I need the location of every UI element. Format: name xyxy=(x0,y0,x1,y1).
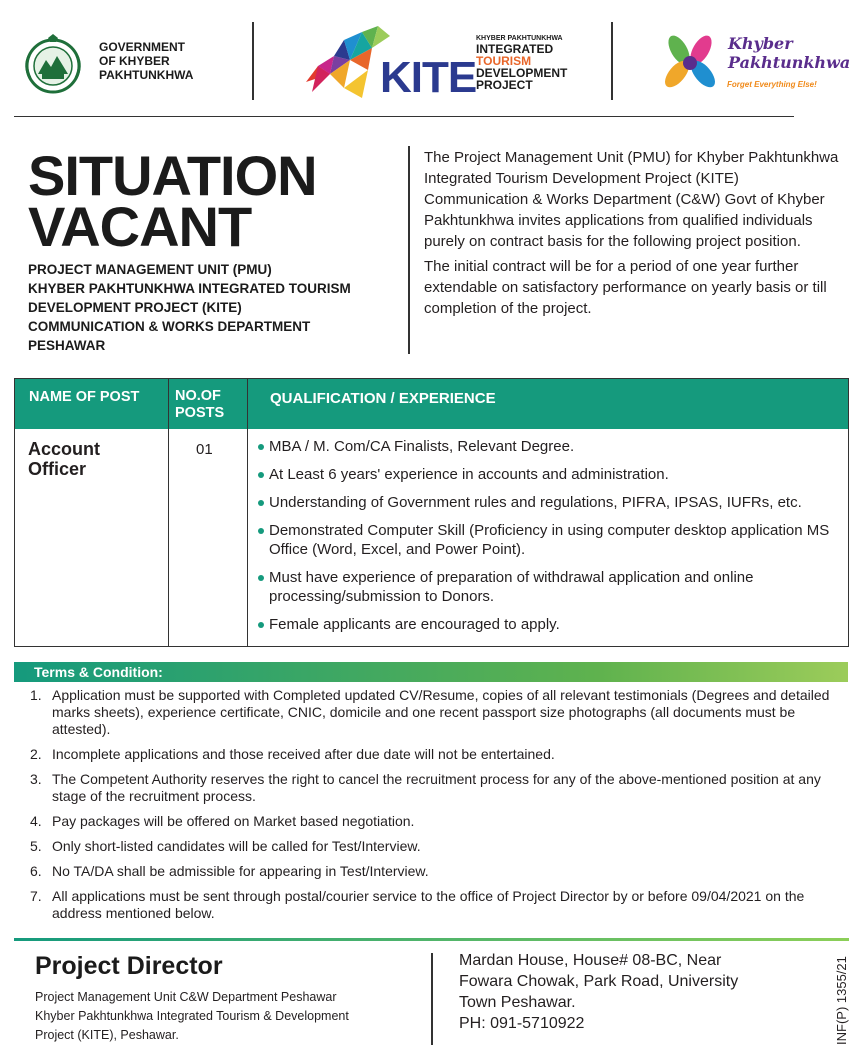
contact-address: Mardan House, House# 08-BC, Near Fowara Chowak, Park Road, University Town Peshawar. PH: 091-5710922 xyxy=(459,952,739,1032)
department-heading: PROJECT MANAGEMENT UNIT (PMU) KHYBER PAKHTUNKHWA INTEGRATED TOURISM DEVELOPMENT PROJECT (KITE) COMMUNICATION & WORKS DEPARTMENT PESHAWAR xyxy=(28,262,351,353)
brand-tagline: Forget Everything Else! xyxy=(727,80,817,89)
list-item: Female applicants are encouraged to apply. xyxy=(255,615,847,634)
qualification-list xyxy=(255,437,847,643)
project-director-office: Project Management Unit C&W Department Peshawar Khyber Pakhtunkhwa Integrated Tourism & Development Project (KITE), Peshawar. xyxy=(35,990,349,1042)
list-item: 7. All applications must be sent through postal/courier service to the office of Project Director by or before 09/04/2021 on the address mentioned below. xyxy=(30,888,805,921)
intro-divider xyxy=(408,146,410,354)
list-item: Understanding of Government rules and regulations, PIFRA, IPSAS, IUFRs, etc. xyxy=(255,493,847,512)
kite-wordmark: KITE xyxy=(380,53,477,102)
header-name-of-post: NAME OF POST xyxy=(29,389,140,405)
list-item: Demonstrated Computer Skill (Proficiency in using computer desktop application MS Office (Word, Excel, and Power Point). xyxy=(255,521,847,559)
inf-reference-number: INF(P) 1355/21 xyxy=(834,956,849,1045)
footer-rule xyxy=(14,938,849,941)
government-name: GOVERNMENT OF KHYBER PAKHTUNKHWA xyxy=(99,40,194,82)
list-item: At Least 6 years' experience in accounts and administration. xyxy=(255,465,847,484)
table-header xyxy=(15,379,848,429)
list-item: 6. No TA/DA shall be admissible for appearing in Test/Interview. xyxy=(30,863,429,879)
header-divider xyxy=(611,22,613,100)
list-item: 3. The Competent Authority reserves the right to cancel the recruitment process for any of the above-mentioned position at any stage of the recruitment process. xyxy=(30,771,821,804)
list-item: 1. Application must be supported with Completed updated CV/Resume, copies of all relevant testimonials (Degrees and detailed marks sheets), experience certificate, CNIC, domicile and one recent passport size photographs (all documents must be attested). xyxy=(30,687,830,737)
column-divider xyxy=(247,379,248,646)
list-item: Must have experience of preparation of withdrawal application and online processing/submission to Donors. xyxy=(255,568,847,606)
header-no-of-posts: NO.OF POSTS xyxy=(175,388,225,421)
list-item: 5. Only short-listed candidates will be called for Test/Interview. xyxy=(30,838,421,854)
terms-list xyxy=(30,687,830,930)
header-qualification: QUALIFICATION / EXPERIENCE xyxy=(270,390,496,407)
list-item: MBA / M. Com/CA Finalists, Relevant Degree. xyxy=(255,437,847,456)
intro-text: The Project Management Unit (PMU) for Khyber Pakhtunkhwa Integrated Tourism Development Project (KITE) Communication & Works Department (C&W) Govt of Khyber Pakhtunkhwa invites applications from qualified individuals purely on contract basis for the following project position. The initial contract will be for a period of one year further extendable on satisfactory performance on yearly basis or till completion of the project. xyxy=(424,149,839,317)
government-emblem-logo xyxy=(20,34,86,94)
post-count: 01 xyxy=(196,441,213,458)
header-rule xyxy=(14,116,794,117)
terms-title: Terms & Condition: xyxy=(34,664,163,680)
vacancy-table xyxy=(14,378,849,647)
khyber-pakhtunkhwa-tourism-logo xyxy=(655,28,725,98)
list-item: 4. Pay packages will be offered on Market based negotiation. xyxy=(30,813,415,829)
column-divider xyxy=(168,379,169,646)
terms-banner xyxy=(14,662,848,682)
post-name: Account Officer xyxy=(28,439,100,479)
header-divider xyxy=(252,22,254,100)
footer-divider xyxy=(431,953,433,1045)
khyber-pakhtunkhwa-brand: Khyber Pakhtunkhwa xyxy=(728,34,851,72)
kite-project-name: KHYBER PAKHTUNKHWA INTEGRATED TOURISM DEVELOPMENT PROJECT xyxy=(476,35,568,92)
page-title: SITUATION VACANT xyxy=(28,144,317,258)
project-director-title: Project Director xyxy=(35,952,223,980)
list-item: 2. Incomplete applications and those received after due date will not be entertained. xyxy=(30,746,555,762)
